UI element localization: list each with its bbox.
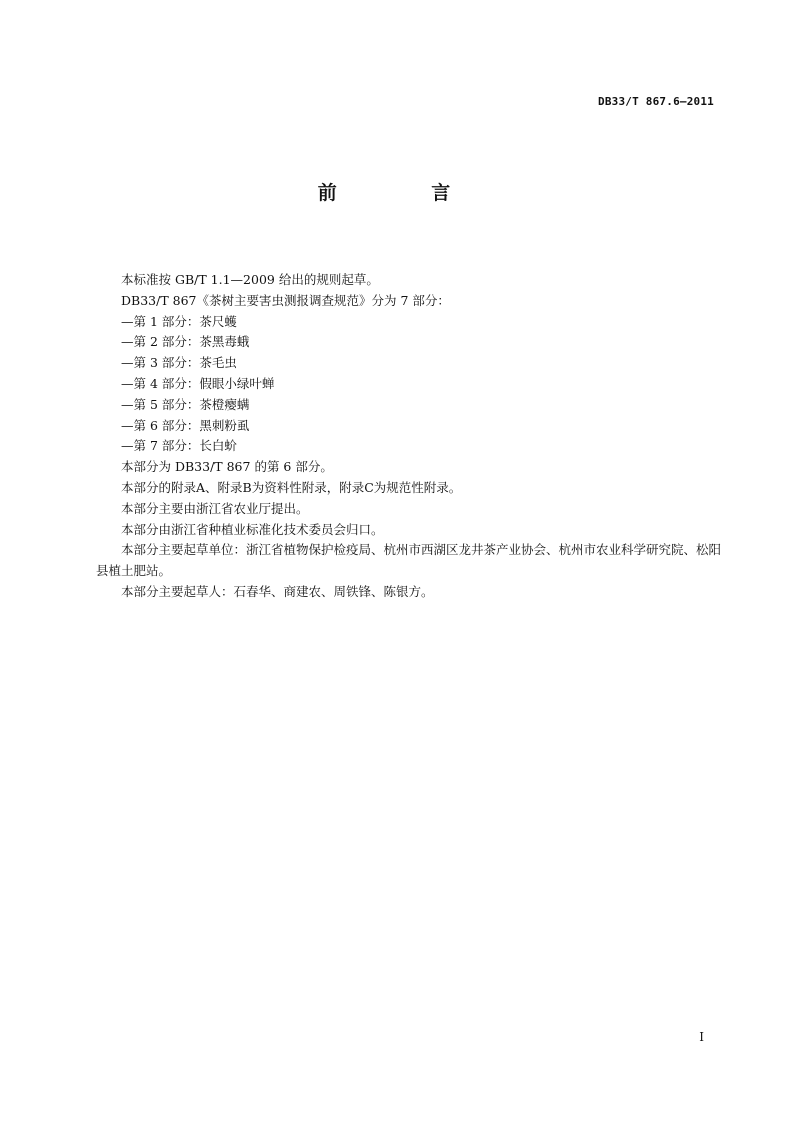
paragraph-parts-intro: DB33/T 867《茶树主要害虫测报调查规范》分为 7 部分： [121,292,450,308]
list-item-part-4: —第 4 部分：假眼小绿叶蝉 [121,375,275,391]
list-item-part-2: —第 2 部分：茶黑毒蛾 [121,334,250,350]
paragraph-centralized-by: 本部分由浙江省种植业标准化技术委员会归口。 [121,521,384,537]
page-title: 前 言 [317,182,495,204]
page-number: I [699,1030,704,1044]
list-item-part-3: —第 3 部分：茶毛虫 [121,355,237,371]
list-item-part-7: —第 7 部分：长白蚧 [121,438,237,454]
paragraph-this-part: 本部分为 DB33/T 867 的第 6 部分。 [121,459,333,475]
list-item-part-1: —第 1 部分：茶尺蠖 [121,313,237,329]
list-item-part-6: —第 6 部分：黑刺粉虱 [121,417,250,433]
paragraph-drafting-rule: 本标准按 GB/T 1.1—2009 给出的规则起草。 [121,272,379,287]
paragraph-appendix: 本部分的附录A、附录B为资料性附录，附录C为规范性附录。 [121,479,462,495]
paragraph-proposed-by: 本部分主要由浙江省农业厅提出。 [121,500,309,516]
paragraph-drafters: 本部分主要起草人：石春华、商建农、周铁锋、陈银方。 [121,583,434,599]
document-code: DB33/T 867.6—2011 [598,95,714,108]
paragraph-drafting-units: 本部分主要起草单位：浙江省植物保护检疫局、杭州市西湖区龙井茶产业协会、杭州市农业科学研究院、松阳县植土肥站。 [96,542,722,579]
foreword-body [96,270,732,603]
list-item-part-5: —第 5 部分：茶橙瘿螨 [121,396,250,412]
